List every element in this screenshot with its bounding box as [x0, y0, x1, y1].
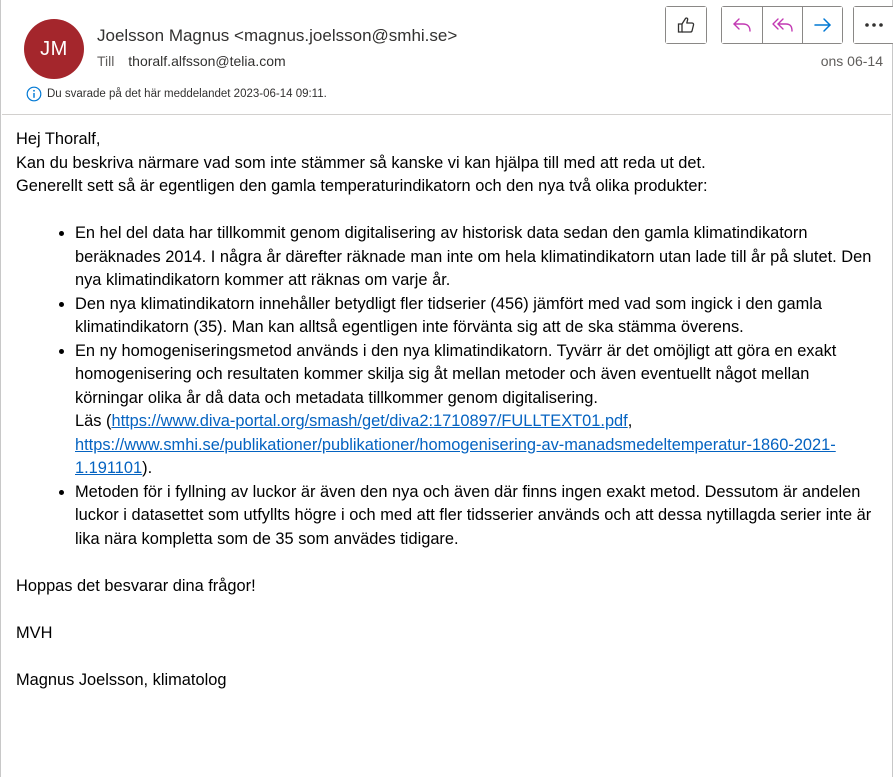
replied-notice-text: Du svarade på det här meddelandet 2023-06-14 09:11. — [47, 88, 327, 100]
signature: Magnus Joelsson, klimatolog — [16, 670, 227, 689]
spacer — [16, 645, 881, 669]
more-options-button[interactable] — [854, 7, 893, 43]
list-item: • Den nya klimatindikatorn innehåller betydligt fler tidserier (456) jämfört med vad som ingick i den gamla klimatindikatorn (35). Man kan alltså egentligen inte förvänta sig att de ska stämma överens. — [75, 293, 881, 340]
body-line-1: Kan du beskriva närmare vad som inte stämmer så kanske vi kan hjälpa till med att reda ut det. — [16, 153, 706, 172]
list-item-text: En ny homogeniseringsmetod används i den nya klimatindikatorn. Tyvärr är det omöjligt att göra en exakt homogenisering och resultaten kommer skilja sig åt mellan metoder och även eventuellt något mellan körningar olika år då data och metadata tillkommer genom digitalisering. — [75, 341, 837, 407]
reply-all-button[interactable] — [762, 7, 802, 43]
reply-all-icon — [771, 15, 795, 35]
body-line-2: Generellt sett så är egentligen den gamla temperaturindikatorn och den nya två olika produkter: — [16, 177, 708, 195]
list-item: • En hel del data har tillkommit genom digitalisering av historisk data sedan den gamla klimatindikatorn beräknades 2014. I några år därefter räknade man inte om hela klimatindikatorn utan lade till år på slutet. Den nya klimatindikatorn kommer att räknas om varje år. — [75, 222, 881, 293]
spacer — [16, 598, 881, 622]
avatar-initials: JM — [40, 37, 68, 60]
message-toolbar — [665, 6, 893, 44]
read-suffix: ). — [142, 459, 153, 477]
reply-group — [721, 6, 843, 44]
link-smhi-publication[interactable]: https://www.smhi.se/publikationer/publikationer/homogenisering-av-manadsmedeltemperatur-1860-2021-1.191101 — [75, 435, 836, 477]
reply-button[interactable] — [722, 7, 762, 43]
like-group — [665, 6, 707, 44]
like-button[interactable] — [666, 7, 706, 43]
replied-notice — [26, 86, 327, 102]
forward-button[interactable] — [802, 7, 842, 43]
link-diva-portal[interactable]: https://www.diva-portal.org/smash/get/diva2:1710897/FULLTEXT01.pdf — [111, 412, 628, 430]
bullet-list — [16, 222, 881, 551]
info-icon — [26, 86, 42, 102]
message-date: ons 06-14 — [820, 53, 883, 69]
list-item: • Metoden för i fyllning av luckor är även den nya och även där finns ingen exakt metod. Dessutom är andelen luckor i datasettet som utfyllts högre i och med att fler tidsserier används och att dessa nytillagda serier inte är lika nära kompletta som de 35 som anvädes tidigare. — [75, 481, 881, 552]
greeting: Hej Thoralf, — [16, 130, 101, 148]
forward-icon — [812, 15, 834, 35]
header-divider — [2, 114, 891, 115]
recipient-line — [97, 53, 286, 69]
more-group — [853, 6, 893, 44]
to-label: Till — [97, 53, 115, 69]
list-item — [75, 340, 881, 481]
regards: MVH — [16, 623, 53, 642]
read-prefix: Läs ( — [75, 412, 112, 430]
more-options-icon — [863, 15, 885, 35]
recipient-address[interactable]: thoralf.alfsson@telia.com — [128, 53, 286, 69]
sender-name[interactable]: Joelsson Magnus <magnus.joelsson@smhi.se> — [97, 26, 458, 45]
link-separator: , — [627, 412, 633, 430]
reply-icon — [731, 15, 753, 35]
thumbs-up-icon — [676, 15, 696, 35]
closing-line: Hoppas det besvarar dina frågor! — [16, 576, 256, 595]
avatar[interactable] — [24, 19, 84, 79]
message-body — [16, 128, 881, 692]
